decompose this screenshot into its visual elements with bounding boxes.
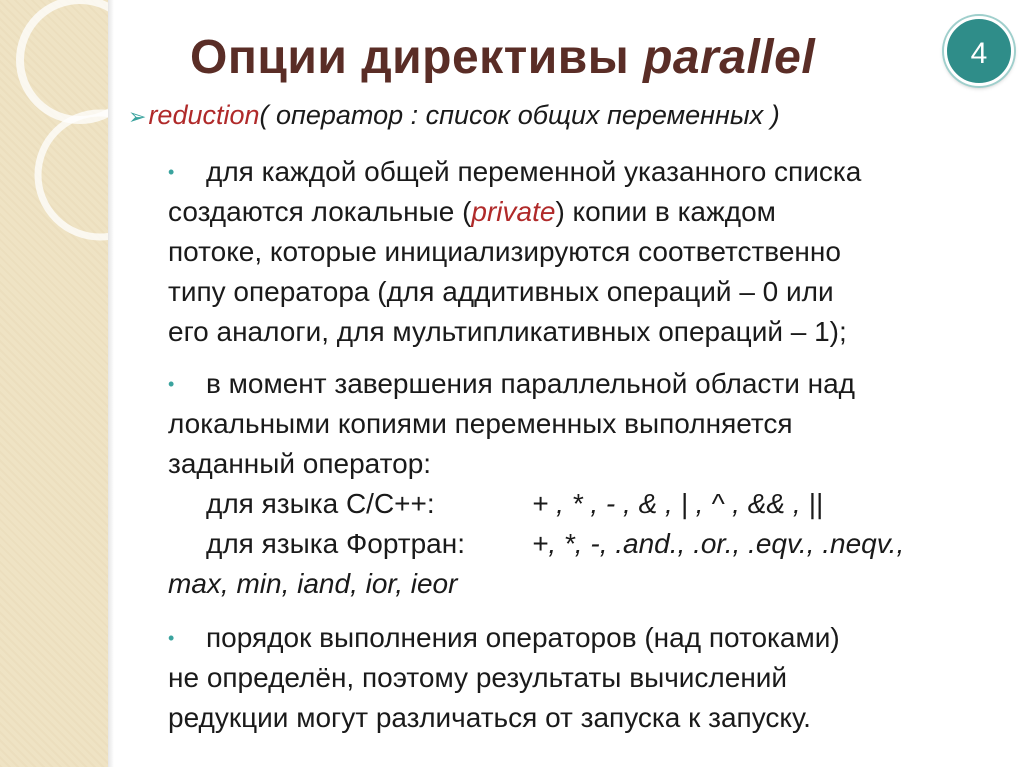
text-line: заданный оператор: (168, 448, 432, 479)
reduction-signature: ( оператор : список общих переменных ) (259, 100, 780, 130)
text-line: типу оператора (для аддитивных операций – 0 или (168, 276, 834, 307)
c-operators: + , * , - , & , | , ^ , && , || (532, 488, 823, 519)
fortran-operators-continued: max, min, iand, ior, ieor (168, 568, 458, 599)
fortran-language-label: для языка Фортран: (206, 528, 465, 559)
reduction-heading (128, 100, 780, 131)
bullet-dot-icon: • (168, 162, 175, 182)
text-line: редукции могут различаться от запуска к запуску. (168, 702, 811, 733)
c-language-label: для языка С/С++: (206, 488, 435, 519)
text-line: его аналоги, для мультипликативных операций – 1); (168, 316, 847, 347)
slide-title (190, 30, 815, 85)
bullet-operators (168, 364, 1018, 604)
text-line: создаются локальные (private) копии в каждом (168, 196, 776, 227)
text-line: не определён, поэтому результаты вычислений (168, 662, 788, 693)
text-line: для каждой общей переменной указанного списка (206, 156, 862, 187)
text-line: в момент завершения параллельной области над (206, 368, 856, 399)
private-keyword: private (471, 196, 556, 227)
bullet-dot-icon: • (168, 374, 175, 394)
slide-title-directive: parallel (643, 31, 816, 84)
decorative-rings (0, 0, 108, 767)
text-line: локальными копиями переменных выполняется (168, 408, 793, 439)
decorative-side-panel (0, 0, 108, 767)
slide-title-main: Опции директивы (190, 31, 630, 84)
fortran-operators: +, *, -, .and., .or., .eqv., .neqv., (532, 528, 905, 559)
page-edge-shadow (108, 0, 114, 767)
bullet-dot-icon: • (168, 628, 175, 648)
reduction-keyword: reduction (148, 100, 260, 130)
fortran-operators-line (168, 524, 1018, 564)
bullet-order-undefined (168, 618, 1018, 738)
text-line: потоке, которые инициализируются соответственно (168, 236, 841, 267)
c-operators-line (168, 484, 1018, 524)
page-number-badge: 4 (944, 16, 1014, 86)
arrow-bullet-icon: ➢ (128, 104, 147, 129)
bullet-private-copies (168, 152, 1018, 352)
text-line: порядок выполнения операторов (над потоками) (206, 622, 840, 653)
